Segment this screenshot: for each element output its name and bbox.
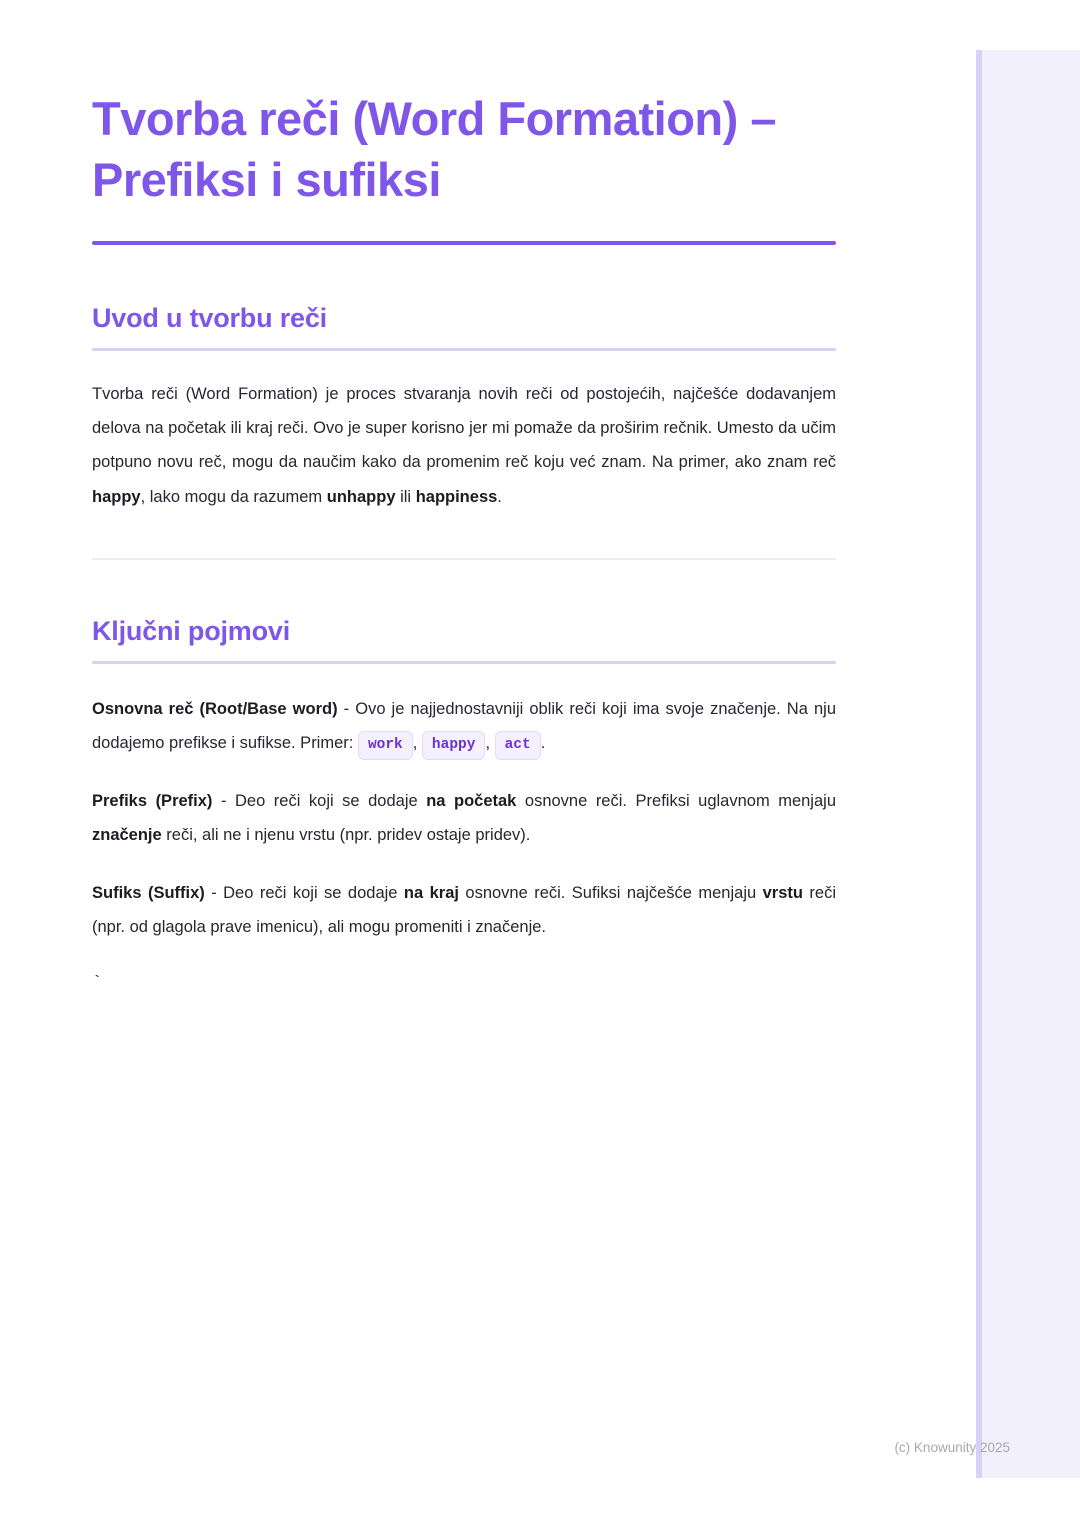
term-prefix-bold-2: značenje — [92, 826, 162, 845]
code-chip-work: work — [358, 731, 413, 760]
term-suffix-bold-1: na kraj — [403, 884, 459, 903]
term-suffix-paragraph — [92, 876, 836, 944]
term-suffix-label: Sufiks (Suffix) — [92, 884, 205, 903]
intro-bold-unhappy: unhappy — [326, 487, 396, 506]
title-divider — [92, 241, 836, 245]
intro-text-part-1: Tvorba reči (Word Formation) je proces stvaranja novih reči od postojećih, najčešće dodavanjem delova na početak ili kraj reči. Ovo je super korisno jer mi pomaže da proširim rečnik. Umesto da učim potpuno novu reč, mogu da naučim kako da promenim reč koju već znam. Na primer, ako znam reč — [92, 385, 836, 472]
code-chip-act: act — [495, 731, 541, 760]
term-prefix-text-3: reči, ali ne i njenu vrstu (npr. pridev ostaje pridev). — [161, 826, 531, 845]
section-heading-divider — [92, 348, 836, 351]
right-side-panel-edge — [976, 50, 982, 1478]
code-chip-happy: happy — [422, 731, 486, 760]
intro-text-part-3: ili — [395, 487, 416, 506]
section-kljucni-pojmovi — [92, 616, 836, 992]
footer-watermark: (c) Knowunity 2025 — [894, 1440, 1010, 1455]
term-suffix-text-1: - Deo reči koji se dodaje — [204, 884, 404, 903]
intro-bold-happy: happy — [92, 487, 141, 506]
term-suffix-bold-2: vrstu — [762, 884, 803, 903]
intro-text-part-4: . — [497, 487, 502, 506]
term-root-sep-2: , — [485, 733, 495, 752]
term-suffix-text-3: reči (npr. od glagola prave imenicu), ali mogu promeniti i značenje. — [92, 884, 836, 937]
term-prefix-label: Prefiks (Prefix) — [92, 792, 213, 811]
section-uvod — [92, 303, 836, 514]
section-heading-uvod: Uvod u tvorbu reči — [92, 303, 327, 334]
intro-bold-happiness: happiness — [415, 487, 498, 506]
term-root-label: Osnovna reč (Root/Base word) — [92, 699, 338, 718]
term-prefix-text-1: - Deo reči koji se dodaje — [212, 792, 427, 811]
page-title: Tvorba reči (Word Formation) – Prefiksi i sufiksi — [92, 92, 776, 207]
term-root-end: . — [540, 733, 546, 752]
section-heading-kljucni-pojmovi: Ključni pojmovi — [92, 615, 291, 646]
section-soft-divider — [92, 558, 836, 560]
stray-backtick: ` — [92, 973, 103, 993]
section-heading-divider — [92, 661, 836, 664]
term-root-sep-1: , — [412, 733, 422, 752]
term-prefix-text-2: osnovne reči. Prefiksi uglavnom menjaju — [516, 792, 836, 811]
term-root-paragraph — [92, 692, 836, 760]
term-root-text: - Ovo je najjednostavniji oblik reči koji ima svoje značenje. Na nju dodajemo prefikse i sufikse. Primer: — [92, 699, 836, 752]
term-suffix-text-2: osnovne reči. Sufiksi najčešće menjaju — [458, 884, 763, 903]
right-side-panel — [976, 50, 1080, 1478]
intro-text-part-2: , lako mogu da razumem — [140, 487, 327, 506]
intro-paragraph — [92, 377, 836, 514]
term-prefix-paragraph — [92, 784, 836, 852]
term-prefix-bold-1: na početak — [426, 792, 517, 811]
